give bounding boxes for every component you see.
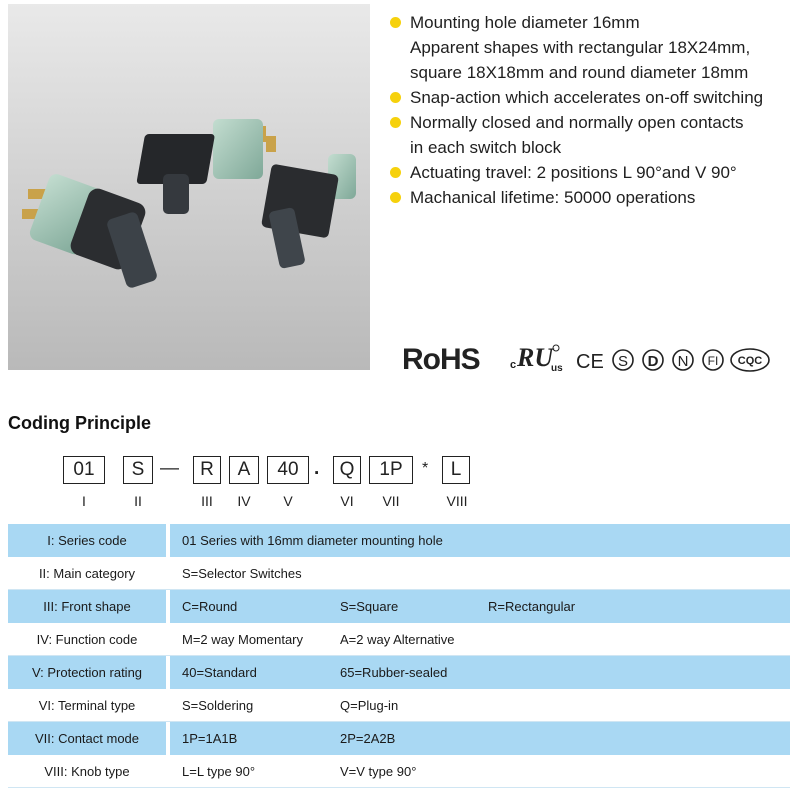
roman-label: VI (340, 493, 354, 509)
feature-item: Actuating travel: 2 positions L 90°and V 90° (388, 160, 803, 185)
roman-label: VIII (446, 493, 468, 509)
bullet-icon (390, 17, 401, 28)
table-row (8, 722, 790, 755)
feature-list (388, 10, 803, 210)
row-values (170, 623, 790, 655)
coding-table (8, 524, 790, 788)
cell-value: S=Soldering (182, 698, 254, 713)
rohs-logo: RoHS (402, 343, 480, 376)
row-label: VII: Contact mode (8, 722, 166, 755)
code-box-front-shape: R (193, 456, 221, 484)
svg-text:D: D (647, 353, 659, 370)
code-box-knob: L (442, 456, 470, 484)
table-row (8, 689, 790, 722)
svg-text:c: c (510, 359, 517, 371)
row-label: V: Protection rating (8, 656, 166, 689)
row-values (170, 557, 790, 589)
cell-value: A=2 way Alternative (340, 632, 455, 647)
bullet-icon (390, 167, 401, 178)
cell-value: 65=Rubber-sealed (340, 665, 448, 680)
row-values (170, 656, 790, 689)
code-separator-dot: . (314, 458, 320, 479)
row-values (170, 590, 790, 623)
bullet-icon (390, 117, 401, 128)
row-label: II: Main category (8, 557, 166, 589)
cell-value: 1P=1A1B (182, 731, 238, 746)
roman-label: II (134, 493, 142, 509)
row-label: VI: Terminal type (8, 689, 166, 721)
cell-value: C=Round (182, 599, 238, 614)
code-separator-star: * (422, 460, 429, 477)
bullet-icon (390, 192, 401, 203)
row-label: VIII: Knob type (8, 755, 166, 787)
code-box-series: 01 (63, 456, 105, 484)
table-row (8, 755, 790, 788)
cell-value: V=V type 90° (340, 764, 417, 779)
table-row (8, 623, 790, 656)
code-box-function: A (229, 456, 259, 484)
table-row (8, 590, 790, 623)
cell-value: L=L type 90° (182, 764, 256, 779)
svg-text:S: S (617, 353, 629, 370)
feature-item: Normally closed and normally open contacts in each switch block (388, 110, 803, 160)
cell-value: 01 Series with 16mm diameter mounting hole (182, 533, 443, 548)
row-values (170, 722, 790, 755)
code-box-category: S (123, 456, 153, 484)
table-row (8, 656, 790, 689)
product-photo (8, 4, 370, 370)
cell-value: R=Rectangular (488, 599, 576, 614)
cert-badges (506, 340, 802, 380)
roman-label: I (82, 493, 86, 509)
ul-logo-icon (510, 343, 563, 374)
feature-item: Machanical lifetime: 50000 operations (388, 185, 803, 210)
d-mark-icon (643, 350, 663, 370)
roman-label: VII (382, 493, 400, 509)
n-mark-icon (673, 350, 693, 370)
row-values (170, 755, 790, 787)
code-box-terminal: Q (333, 456, 361, 484)
row-values (170, 689, 790, 721)
s-mark-icon (613, 350, 633, 370)
svg-text:RU: RU (517, 343, 554, 372)
ce-mark-icon: CE (576, 351, 604, 373)
roman-label: V (283, 493, 293, 509)
coding-principle-title: Coding Principle (8, 413, 152, 433)
cell-value: S=Square (340, 599, 399, 614)
cell-value: S=Selector Switches (182, 566, 302, 581)
row-values (170, 524, 790, 557)
roman-label: III (201, 493, 213, 509)
certification-logos (402, 340, 802, 380)
bullet-icon (390, 92, 401, 103)
ul-us-text: us (551, 363, 563, 374)
feature-item: Snap-action which accelerates on-off switching (388, 85, 803, 110)
code-box-protection: 40 (267, 456, 309, 484)
table-row (8, 524, 790, 557)
svg-text:CQC: CQC (737, 355, 763, 367)
cell-value: 2P=2A2B (340, 731, 396, 746)
row-label: I: Series code (8, 524, 166, 557)
cell-value: Q=Plug-in (340, 698, 399, 713)
svg-text:FI: FI (707, 354, 719, 368)
feature-item: Mounting hole diameter 16mm Apparent shapes with rectangular 18X24mm, square 18X18mm and round diameter 18mm (388, 10, 803, 85)
table-row (8, 557, 790, 590)
row-label: IV: Function code (8, 623, 166, 655)
cell-value: M=2 way Momentary (182, 632, 304, 647)
fi-mark-icon (703, 350, 723, 370)
roman-label: IV (237, 493, 251, 509)
cell-value: 40=Standard (182, 665, 257, 680)
cqc-mark-icon (731, 349, 769, 371)
code-box-contact: 1P (369, 456, 413, 484)
code-separator-dash: — (160, 458, 179, 479)
coding-diagram (0, 456, 806, 516)
row-label: III: Front shape (8, 590, 166, 623)
svg-text:N: N (677, 353, 689, 370)
